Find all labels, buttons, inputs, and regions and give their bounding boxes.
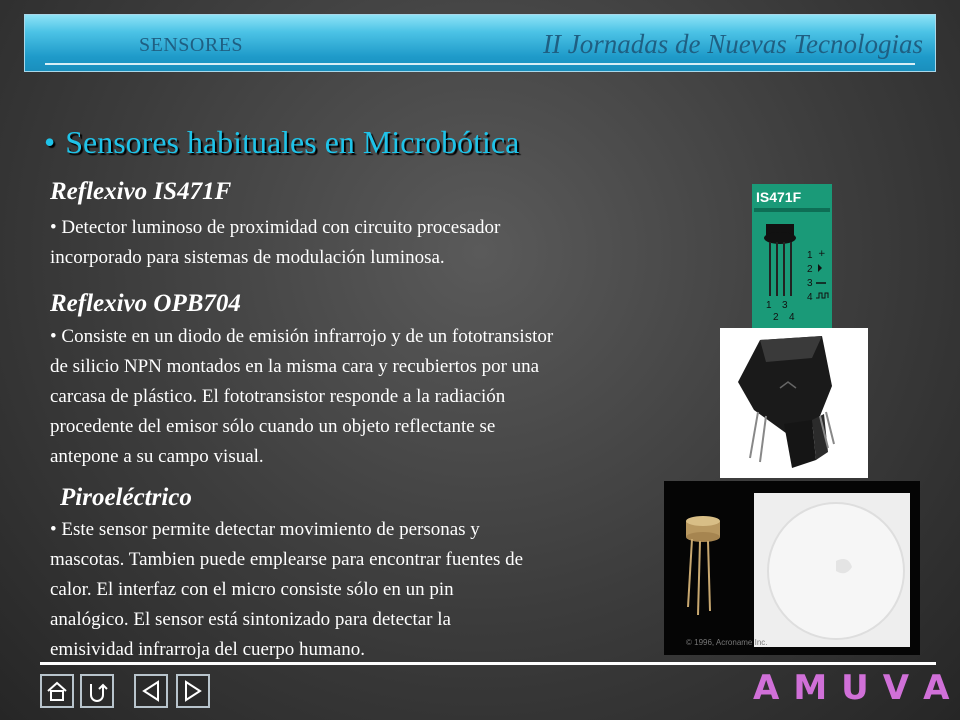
pin-number: 1 [807,250,813,261]
text-is471f [50,213,500,273]
logo-letter: A [923,668,950,708]
text-line: carcasa de plástico. El fototransistor responde a la radiación [50,386,506,407]
text-line: procedente del emisor sólo cuando un objeto reflectante se [50,416,496,437]
return-button[interactable] [80,674,114,708]
previous-button[interactable] [134,674,168,708]
next-button[interactable] [176,674,210,708]
text-line: • Detector luminoso de proximidad con circuito procesador [50,217,501,238]
text-line: emisividad infrarroja del cuerpo humano. [50,639,365,660]
header-section-title: SENSORES [139,34,244,56]
text-line: calor. El interfaz con el micro consiste sólo en un pin [50,579,454,600]
next-icon [178,676,208,706]
text-line: • Este sensor permite detectar movimiento de personas y [50,519,480,540]
text-opb704 [50,322,553,472]
text-piroelectrico [50,515,523,665]
pin-number: 4 [789,312,795,323]
home-button[interactable] [40,674,74,708]
pin-number: 2 [807,264,813,275]
return-icon [82,676,112,706]
pin-number: 2 [773,312,779,323]
is471f-label: IS471F [756,189,802,205]
header-event-title: II Jornadas de Nuevas Tecnologias [543,29,923,59]
pin-number: 3 [807,278,813,289]
logo-letter: U [841,668,869,708]
heading-opb704: Reflexivo OPB704 [50,290,241,317]
amuva-logo [753,668,949,708]
is471f-image [752,184,832,328]
slide-title [44,124,519,161]
header-bar [24,14,936,72]
heading-piroelectrico: Piroeléctrico [60,484,192,511]
previous-icon [136,676,166,706]
text-line: analógico. El sensor está sintonizado para detectar la [50,609,451,630]
pyroelectric-image [664,481,920,655]
text-line: de silicio NPN montados en la misma cara y recubiertos por una [50,356,540,377]
slide-title-text: Sensores habituales en Microbótica [65,124,520,160]
header-divider [45,63,915,65]
text-line: incorporado para sistemas de modulación luminosa. [50,247,445,268]
copyright-text: © 1996, Acroname Inc. [686,638,768,647]
pin-number: 1 [766,300,772,311]
opb704-image [720,328,868,478]
home-icon [42,676,72,706]
text-line: • Consiste en un diodo de emisión infrarrojo y de un fototransistor [50,326,554,347]
pin-number: 4 [807,292,813,303]
logo-letter: M [793,668,828,708]
text-line: antepone a su campo visual. [50,446,264,467]
text-line: mascotas. Tambien puede emplearse para encontrar fuentes de [50,549,524,570]
logo-letter: V [882,668,910,708]
heading-is471f: Reflexivo IS471F [50,178,232,205]
svg-text:+: + [818,249,826,259]
logo-letter: A [753,668,780,708]
pin-number: 3 [782,300,788,311]
footer-divider [40,662,936,665]
title-bullet: • [44,124,56,160]
